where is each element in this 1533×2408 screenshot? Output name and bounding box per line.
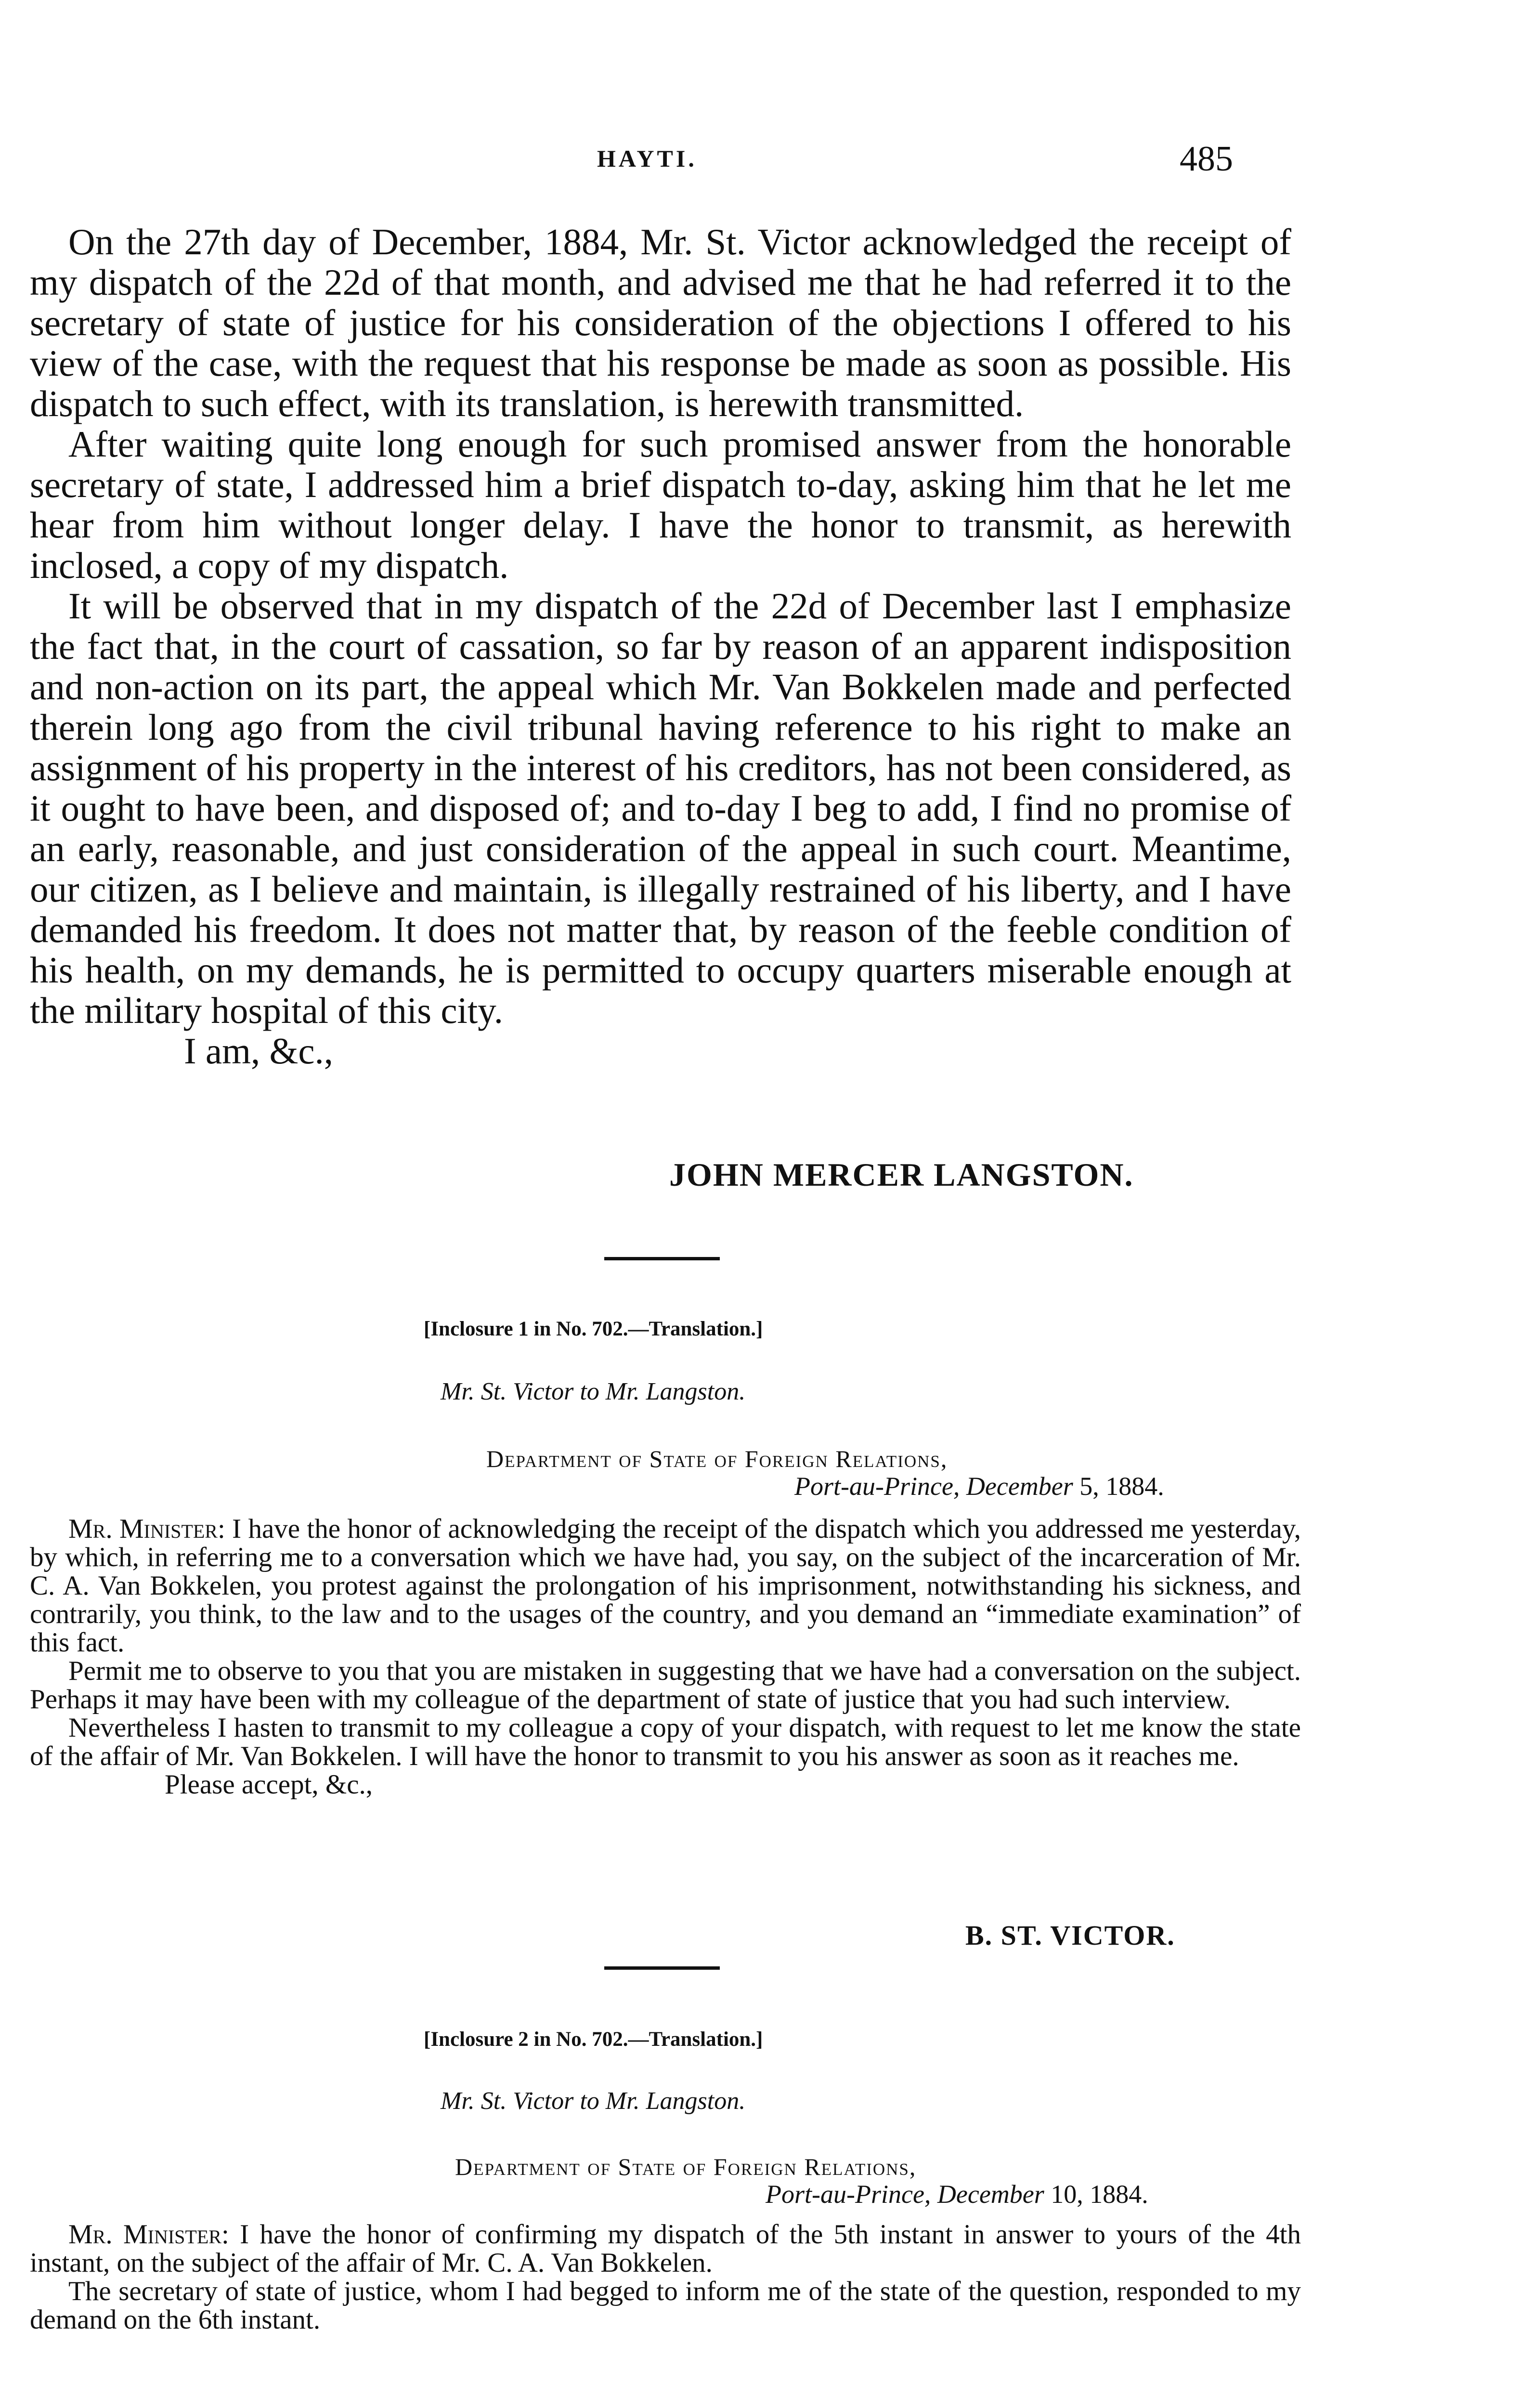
- inclosure-1-body: [30, 1515, 1301, 1799]
- inclosure-2-body: [30, 2220, 1301, 2334]
- inclosure-1-heading: [Inclosure 1 in No. 702.—Translation.]: [424, 1318, 763, 1340]
- inclosure-2-heading: [Inclosure 2 in No. 702.—Translation.]: [424, 2028, 763, 2051]
- section-divider: [604, 1966, 720, 1970]
- inclosure-1-place: Port-au-Prince, December: [794, 1472, 1073, 1501]
- main-closing: I am, &c.,: [184, 1030, 334, 1072]
- inclosure-2-title: Mr. St. Victor to Mr. Langston.: [441, 2087, 746, 2115]
- inclosure-1-paragraph-text: I have the honor of acknowledging the receipt of the dispatch which you addressed me yesterday, by which, in referring me to a conversation which we have had, you say, on the subject of the incarceration of Mr. C. A. Van Bokkelen, you protest against the prolongation of his imprisonment, notwithstanding his sickness, and contrarily, you think, to the law and to the usages of the country, and you demand an “immediate examination” of this fact.: [30, 1514, 1301, 1658]
- running-header-title: HAYTI.: [597, 145, 697, 172]
- inclosure-2-salutation: Mr. Minister:: [68, 2219, 229, 2250]
- inclosure-2-place: Port-au-Prince, December: [766, 2180, 1044, 2209]
- inclosure-1-paragraph: [30, 1515, 1301, 1657]
- inclosure-2-department: Department of State of Foreign Relations,: [455, 2153, 917, 2180]
- main-paragraph: After waiting quite long enough for such promised answer from the honorable secretary of state, I addressed him a brief dispatch to-day, asking him that he let me hear from him without longer delay. I have the honor to transmit, as herewith inclosed, a copy of my dispatch.: [30, 423, 1291, 586]
- inclosure-2-paragraph: The secretary of state of justice, whom I had begged to inform me of the state of the question, responded to my demand on the 6th instant.: [30, 2276, 1301, 2335]
- inclosure-1-signature: B. ST. VICTOR.: [965, 1920, 1175, 1951]
- inclosure-1-department: Department of State of Foreign Relations,: [486, 1445, 948, 1472]
- inclosure-1-closing: Please accept, &c.,: [165, 1769, 373, 1800]
- inclosure-1-paragraph: Permit me to observe to you that you are mistaken in suggesting that we have had a conversation on the subject. Perhaps it may have been with my colleague of the department of state of justice that you had such interview.: [30, 1656, 1301, 1714]
- page-number: 485: [1180, 139, 1233, 179]
- inclosure-1-dateline: [794, 1471, 1164, 1501]
- inclosure-1-title: Mr. St. Victor to Mr. Langston.: [441, 1378, 746, 1405]
- inclosure-2-date: 10, 1884.: [1051, 2180, 1148, 2209]
- main-paragraph: It will be observed that in my dispatch of the 22d of December last I emphasize the fact that, in the court of cassation, so far by reason of an apparent indisposition and non-action on its part, the appeal which Mr. Van Bokkelen made and perfected therein long ago from the civil tribunal having reference to his right to make an assignment of his property in the interest of his creditors, has not been considered, as it ought to have been, and disposed of; and to-day I beg to add, I find no promise of an early, reasonable, and just consideration of the appeal in such court. Meantime, our citizen, as I believe and maintain, is illegally restrained of his liberty, and I have demanded his freedom. It does not matter that, by reason of the feeble condition of his health, on my demands, he is permitted to occupy quarters miserable enough at the military hospital of this city.: [30, 585, 1291, 1031]
- inclosure-1-paragraph: Nevertheless I hasten to transmit to my colleague a copy of your dispatch, with request to let me know the state of the affair of Mr. Van Bokkelen. I will have the honor to transmit to you his answer as soon as it reaches me.: [30, 1713, 1301, 1771]
- inclosure-2-paragraph: [30, 2220, 1301, 2277]
- inclosure-2-dateline: [766, 2179, 1148, 2209]
- section-divider: [604, 1257, 720, 1260]
- inclosure-2-paragraph-text: I have the honor of confirming my dispatch of the 5th instant in answer to yours of the 4th instant, on the subject of the affair of Mr. C. A. Van Bokkelen.: [30, 2219, 1301, 2278]
- main-signature: JOHN MERCER LANGSTON.: [669, 1156, 1134, 1193]
- inclosure-1-salutation: Mr. Minister:: [68, 1514, 225, 1544]
- main-letter-body: [30, 222, 1291, 1071]
- inclosure-1-date: 5, 1884.: [1079, 1472, 1164, 1501]
- main-paragraph: On the 27th day of December, 1884, Mr. St. Victor acknowledged the receipt of my dispatch of the 22d of that month, and advised me that he had referred it to the secretary of state of justice for his consideration of the objections I offered to his view of the case, with the request that his response be made as soon as possible. His dispatch to such effect, with its translation, is herewith transmitted.: [30, 221, 1291, 424]
